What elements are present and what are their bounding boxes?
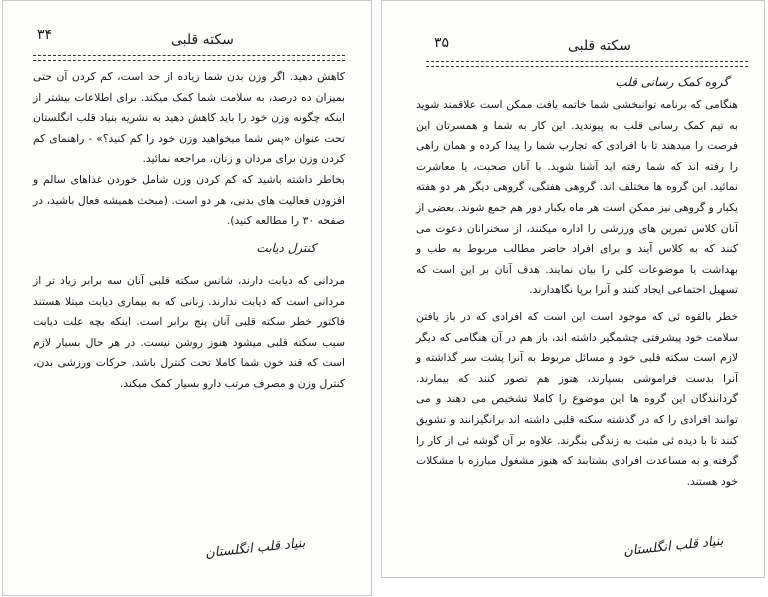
paragraph: هنگامی که برنامه توانبخشی شما خاتمه یافت ممکن است علاقمند شوید به تیم کمک رسانی قلب به پیوندید. این کار به شما و همسرتان این فرصت را میدهند تا با افرادی که تجارب شما را پیدا کرده و همان راهی را رفته اند که شما رفته اید آشنا شوید. با آنان صحبت، یا معاشرت نمائید. این گروه ها مختلف اند. گروهی هفتگی، گروهی دیگر هر دو هفته یکبار و گروهی نیز ممکن است هر ماه یکبار دور هم جمع شوند. بعضی از آنان کلاس تمرین های ورزشی را اداره میکنند، از سخنرانان دعوت می کنند که به کلاس آیند و برای افراد حاضر مطالب مربوط به طب و بهداشت یا موضوعات کلی را بیان نمایند. هدف آنان بر این است که تسهیل اجتماعی ایجاد کنند و آنرا برپا نگاهدارند. [416, 98, 738, 297]
footer-signature: بنیاد قلب انگلستان [622, 533, 725, 560]
page-number: ۳۵ [434, 35, 450, 51]
left-page [2, 0, 372, 596]
header-rule [33, 55, 345, 61]
header-title: سکته قلبی [171, 32, 234, 48]
header-rule [426, 61, 748, 67]
paragraph: کاهش دهید. اگر وزن بدن شما زیاده از حد است، کم کردن آن حتی بمیزان ده درصد، به سلامت شما کمک میکند. برای اطلاعات بیشتر از اینکه چگونه وزن خود را باید کاهش دهید به نشریه بنیاد قلب انگلستان تحت عنوان «پس شما میخواهید وزن خود را کم کنید؟» - راهنمای کم کردن وزن برای مردان و زنان، مراجعه نمائید. [33, 70, 345, 166]
right-page [381, 0, 765, 578]
page-number: ۳۴ [37, 27, 53, 43]
paragraph: خطر بالقوه ئی که موجود است این است که افرادی که در باز یافتن سلامت خود پیشرفتی چشمگیر داشته اند، باز هم در آن هنگامی که دیگر لازم است سکته قلبی خود و مسائل مربوط به آنرا پشت سر گذاشته و آنرا بدست فراموشی بسپارند، هنوز هم تصور کنند که بیمارند. گردانندگان این گروه ها این موضوع را کاملا تشخیص می دهند و می توانند افرادی را که در گذشته سکته قلبی داشته اند برانگیزانند و تشویق کنند تا با دیده ئی مثبت به زندگی بنگرند. علاوه بر آن گوشه ئی از کار را گرفته و به مساعدت افرادی بشتابند که هنوز مشغول مبارزه با مشکلات خود هستند. [416, 309, 738, 488]
section-heading: گروه کمک رسانی قلب [615, 75, 729, 89]
paragraph: مردانی که دیابت دارند، شانس سکته قلبی آنان سه برابر زیاد تر از مردانی است که دیابت ندارند. زنانی که به بیماری دیابت مبتلا هستند فاکتور خطر سکته قلبی آنان پنج برابر است. اینکه بچه علت دیابت سبب سکته قلبی میشود هنوز روشن نیست. در هر حال بسیار لازم است که قند خون شما کاملا تحت کنترل باشد. حرکات ورزشی بدن، کنترل وزن و مصرف مرتب دارو بسیار کمک میکند. [33, 274, 345, 390]
running-header [171, 29, 234, 48]
running-header [568, 35, 631, 54]
body-text [416, 95, 738, 492]
body-text [33, 67, 345, 232]
section-text [33, 271, 345, 395]
footer-signature: بنیاد قلب انگلستان [204, 535, 307, 562]
section-heading: کنترل دیابت [256, 241, 316, 255]
paragraph: بخاطر داشته باشید که کم کردن وزن شامل خوردن غذاهای سالم و افزودن فعالیت های بدنی، هر دو است. (مبحث همیشه فعال باشید، در صفحه ۳۰ را مطالعه کنید). [33, 172, 345, 228]
header-title: سکته قلبی [568, 38, 631, 54]
